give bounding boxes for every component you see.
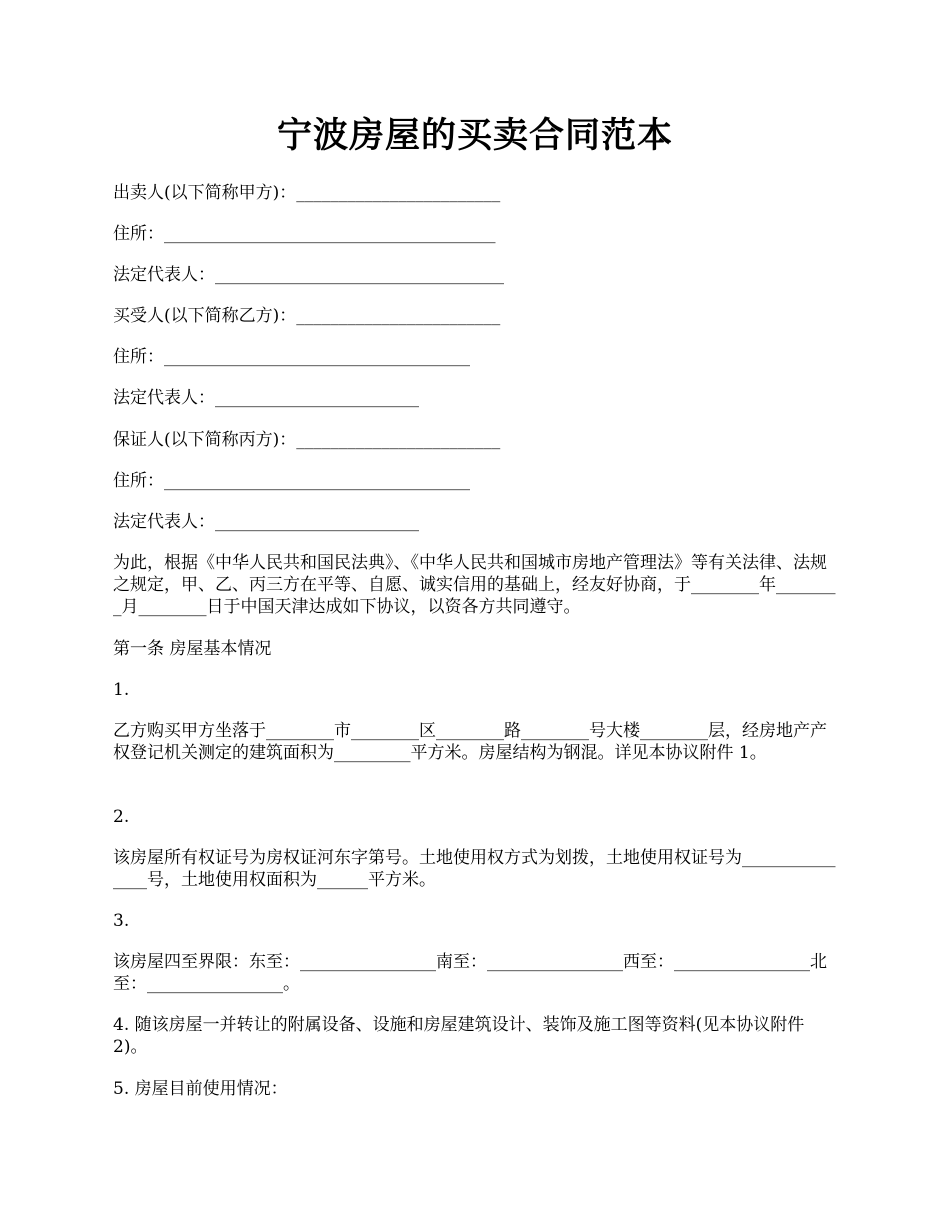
seller-representative-line: 法定代表人：__________________________________: [113, 265, 504, 285]
item-1-number: 1.: [113, 680, 130, 700]
item-1-paragraph: 乙方购买甲方坐落于________市________区________路________号大楼________层，经房地产产权登记机关测定的建筑面积为_________平方米。房屋结构为钢混。详见本协议附件 1。: [113, 721, 827, 763]
article-1-heading: 第一条 房屋基本情况: [113, 639, 272, 659]
item-2-number: 2.: [113, 807, 130, 827]
item-3-paragraph: 该房屋四至界限：东至：________________南至：________________西至：________________北至：________________。: [113, 952, 827, 994]
guarantor-name-line: 保证人(以下简称丙方)：________________________: [113, 430, 501, 450]
seller-address-line: 住所：_______________________________________: [113, 224, 496, 244]
item-4-paragraph: 4. 随该房屋一并转让的附属设备、设施和房屋建筑设计、装饰及施工图等资料(见本协议附件 2)。: [113, 1015, 805, 1057]
buyer-name-line: 买受人(以下简称乙方)：________________________: [113, 306, 501, 326]
guarantor-representative-line: 法定代表人：________________________: [113, 512, 419, 532]
document-title: 宁波房屋的买卖合同范本: [276, 115, 673, 156]
seller-name-line: 出卖人(以下简称甲方)：________________________: [113, 183, 501, 203]
item-2-paragraph: 该房屋所有权证号为房权证河东字第号。土地使用权方式为划拨，土地使用权证号为_______________号，土地使用权面积为______平方米。: [113, 848, 836, 890]
buyer-representative-line: 法定代表人：________________________: [113, 388, 419, 408]
item-5-paragraph: 5. 房屋目前使用情况：: [113, 1079, 288, 1099]
buyer-address-line: 住所：____________________________________: [113, 347, 470, 367]
item-3-number: 3.: [113, 911, 130, 931]
guarantor-address-line: 住所：____________________________________: [113, 471, 470, 491]
preamble-paragraph: 为此，根据《中华人民共和国民法典》、《中华人民共和国城市房地产管理法》等有关法律、法规之规定，甲、乙、丙三方在平等、自愿、诚实信用的基础上，经友好协商，于________年________月________日于中国天津达成如下协议，以资各方共同遵守。: [113, 553, 836, 617]
